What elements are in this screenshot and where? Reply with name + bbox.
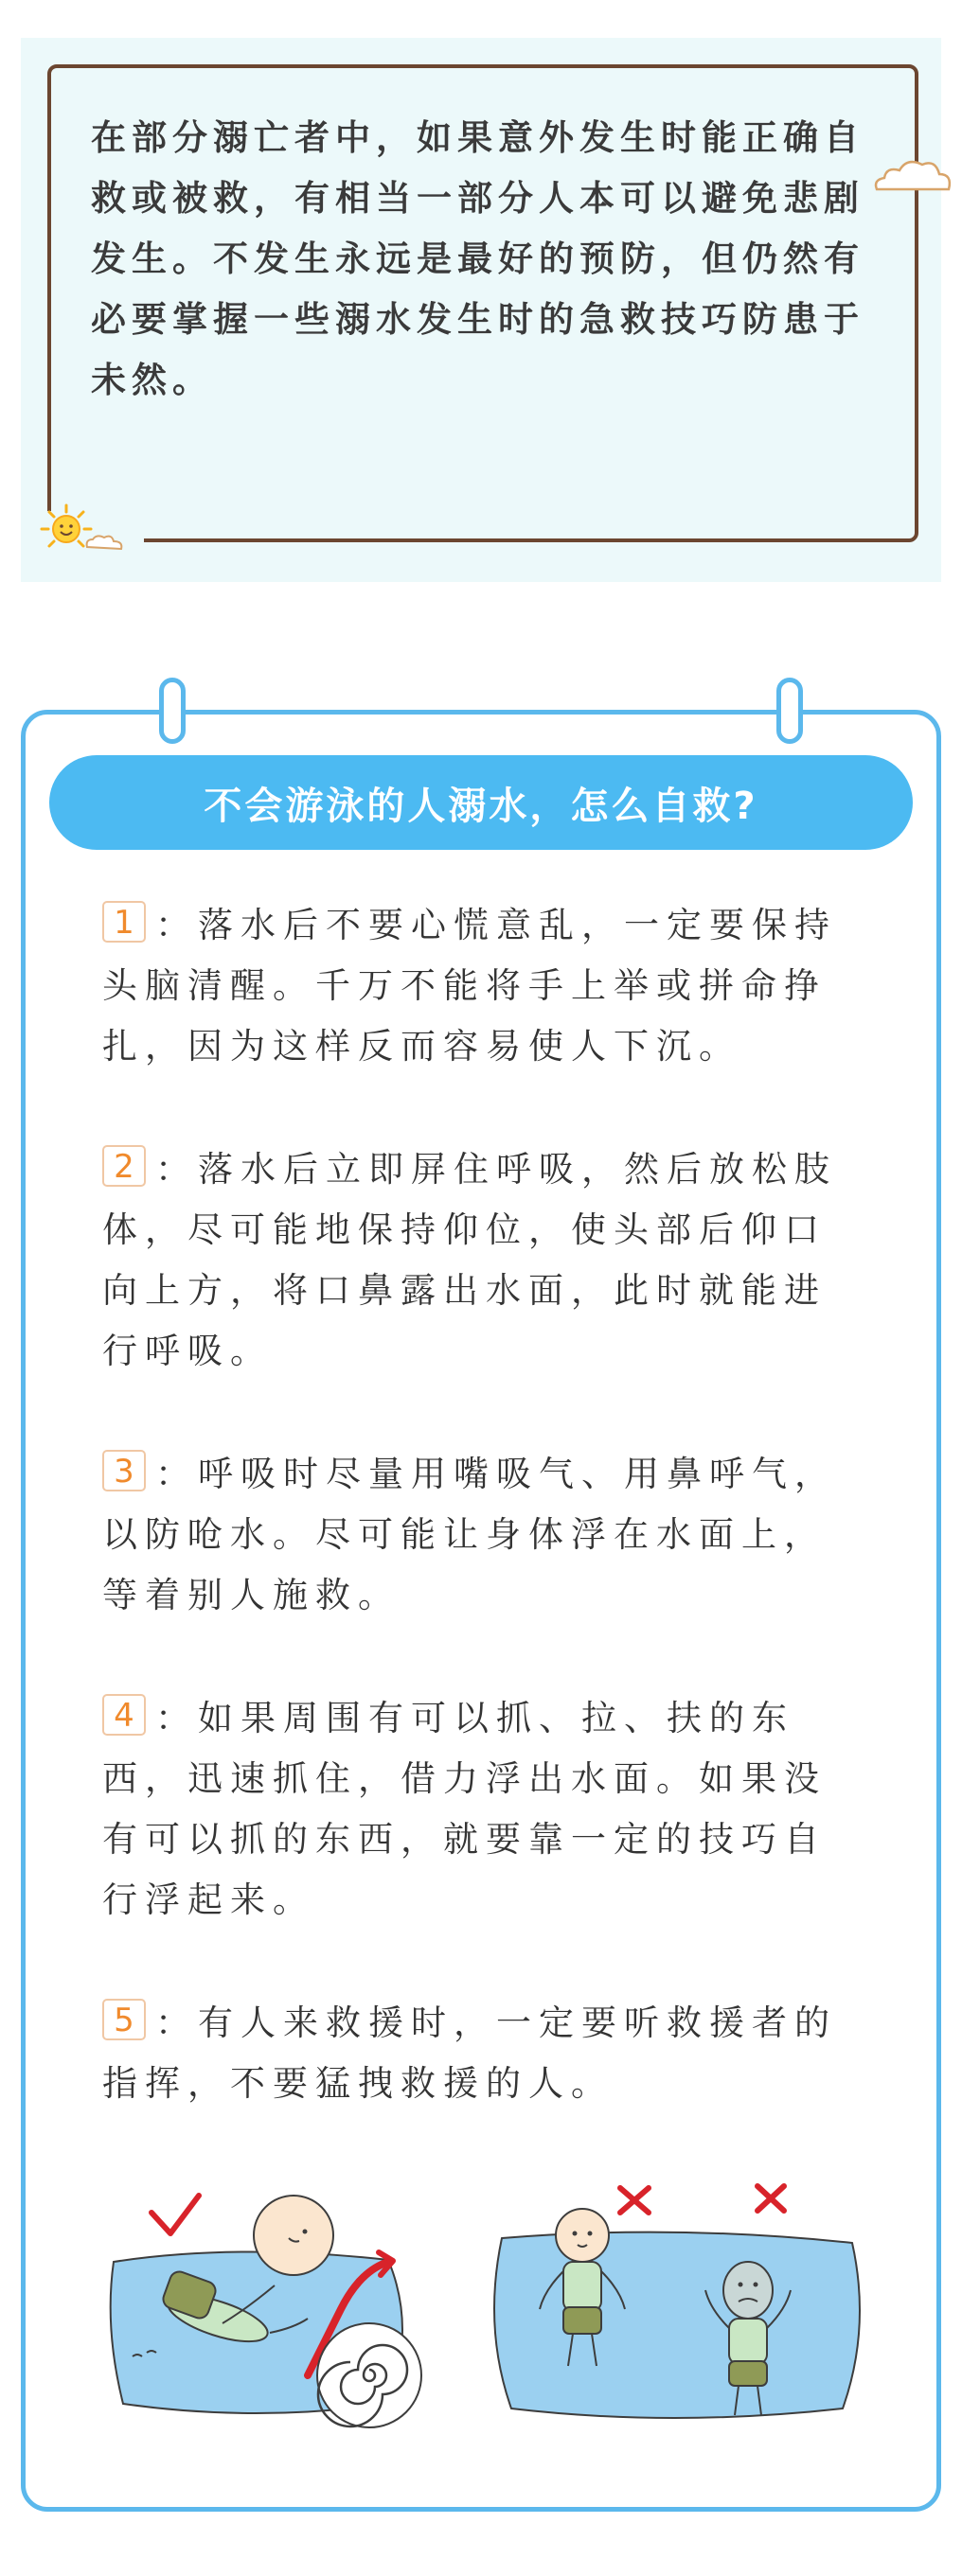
binder-ring-left <box>159 678 186 744</box>
step-text: ：落水后不要心慌意乱，一定要保持头脑清醒。千万不能将手上举或拼命挣扎，因为这样反而容易使人下沉。 <box>102 905 837 1067</box>
sun-icon <box>38 503 133 556</box>
step-number-badge: 4 <box>102 1694 146 1736</box>
step-1 <box>102 895 860 1077</box>
cross-icon <box>620 2188 649 2213</box>
cloud-icon <box>869 151 954 199</box>
step-2 <box>102 1139 860 1382</box>
step-number-badge: 1 <box>102 901 146 943</box>
check-icon <box>151 2196 199 2233</box>
drowning-illustration <box>104 2167 862 2442</box>
step-3 <box>102 1444 860 1626</box>
binder-ring-right <box>776 678 803 744</box>
card-title-bar <box>49 755 913 850</box>
card-title: 不会游泳的人溺水，怎么自救? <box>204 784 758 828</box>
step-5 <box>102 1993 860 2114</box>
intro-paragraph: 在部分溺亡者中，如果意外发生时能正确自救或被救，有相当一部分人本可以避免悲剧发生。不发生永远是最好的预防，但仍然有必要掌握一些溺水发生时的急救技巧防患于未然。 <box>91 117 864 400</box>
step-number-badge: 5 <box>102 1999 146 2040</box>
step-text: ：呼吸时尽量用嘴吸气、用鼻呼气，以防呛水。尽可能让身体浮在水面上，等着别人施救。 <box>102 1454 837 1615</box>
step-text: ：如果周围有可以抓、拉、扶的东西，迅速抓住，借力浮出水面。如果没有可以抓的东西，就要靠一定的技巧自行浮起来。 <box>102 1698 827 1920</box>
step-4 <box>102 1688 860 1931</box>
step-number-badge: 3 <box>102 1450 146 1491</box>
cross-icon <box>757 2186 784 2211</box>
step-text: ：有人来救援时，一定要听救援者的指挥，不要猛拽救援的人。 <box>102 2003 837 2104</box>
step-number-badge: 2 <box>102 1145 146 1187</box>
step-text: ：落水后立即屏住呼吸，然后放松肢体，尽可能地保持仰位，使头部后仰口向上方，将口鼻露出水面，此时就能进行呼吸。 <box>102 1149 837 1371</box>
